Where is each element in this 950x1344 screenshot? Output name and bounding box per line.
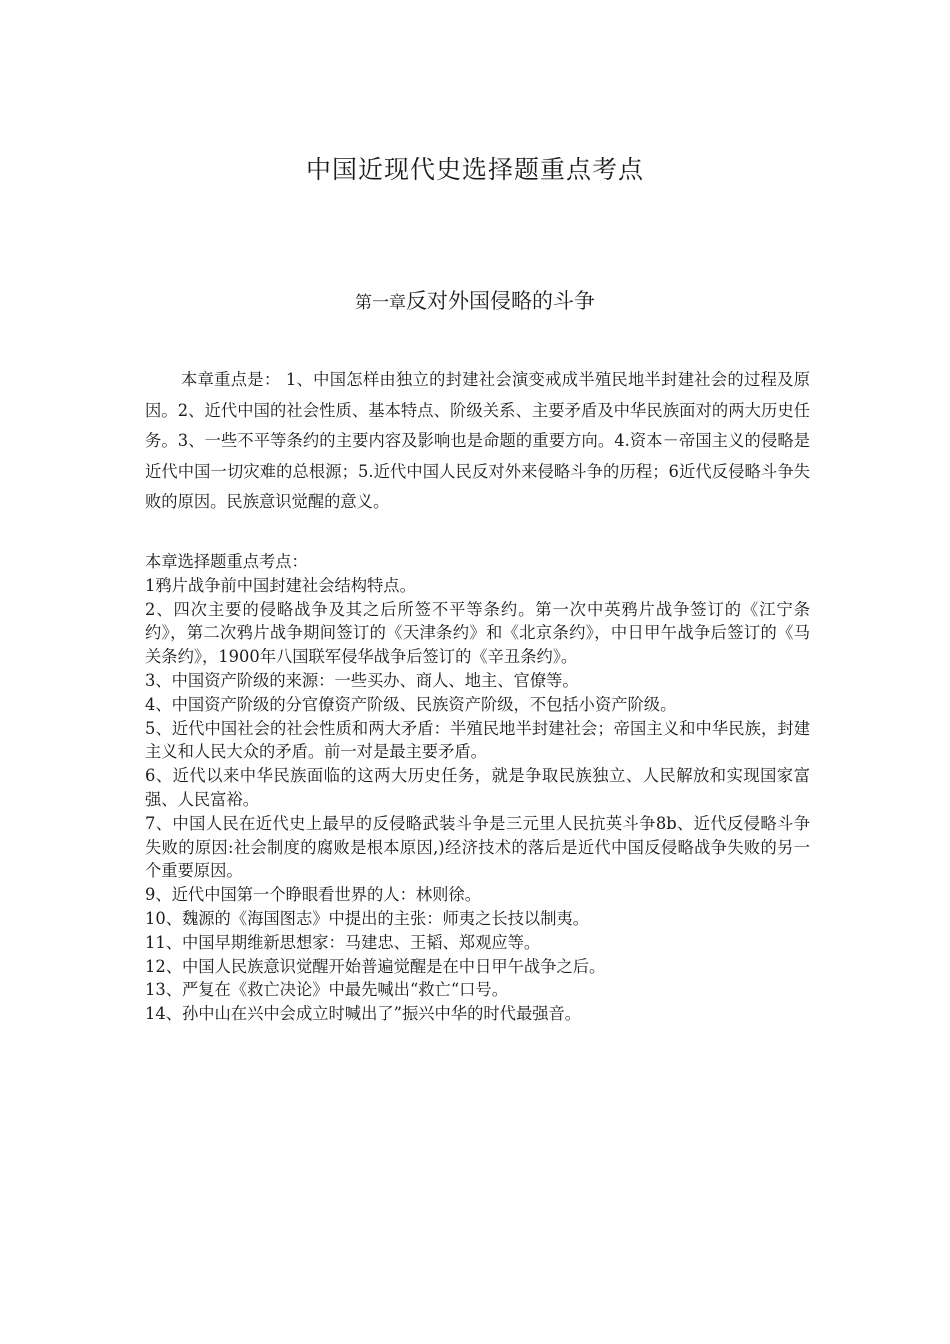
keypoint-item: 2、四次主要的侵略战争及其之后所签不平等条约。第一次中英鸦片战争签订的《江宁条约》，第二次鸦片战争期间签订的《天津条约》和《北京条约》，中日甲午战争后签订的《马关条约》，1900年八国联军侵华战争后签订的《辛丑条约》。 xyxy=(145,599,810,667)
keypoint-item: 10、魏源的《海国图志》中提出的主张：师夷之长技以制夷。 xyxy=(145,908,590,928)
keypoint-item: 5、近代中国社会的社会性质和两大矛盾：半殖民地半封建社会；帝国主义和中华民族，封建主义和人民大众的矛盾。前一对是最主要矛盾。 xyxy=(145,718,810,762)
keypoints-heading: 本章选择题重点考点： xyxy=(145,552,308,571)
keypoint-item: 7、中国人民在近代史上最早的反侵略武装斗争是三元里人民抗英斗争8b、近代反侵略斗争失败的原因:社会制度的腐败是根本原因,)经济技术的落后是近代中国反侵略战争失败的另一个重要原因。 xyxy=(145,813,810,881)
keypoint-item: 11、中国早期维新思想家：马建忠、王韬、郑观应等。 xyxy=(145,932,541,952)
keypoint-item: 13、严复在《救亡决论》中最先喊出“救亡“口号。 xyxy=(145,980,508,1000)
chapter-summary: 本章重点是： 1、中国怎样由独立的封建社会演变戒成半殖民地半封建社会的过程及原因。2、近代中国的社会性质、基本特点、阶级关系、主要矛盾及中华民族面对的两大历史任务。3、一些不平等条约的主要内容及影响也是命题的重要方向。4.资本－帝国主义的侵略是近代中国一切灾难的总根源；5.近代中国人民反对外来侵略斗争的历程；6近代反侵略斗争失败的原因。民族意识觉醒的意义。 xyxy=(145,370,810,511)
keypoint-item: 3、中国资产阶级的来源：一些买办、商人、地主、官僚等。 xyxy=(145,670,579,690)
keypoint-item: 1鸦片战争前中国封建社会结构特点。 xyxy=(145,575,416,595)
document-title: 中国近现代史选择题重点考点 xyxy=(305,155,644,184)
keypoint-item: 12、中国人民族意识觉醒开始普遍觉醒是在中日甲午战争之后。 xyxy=(145,956,606,976)
chapter-title: 反对外国侵略的斗争 xyxy=(406,289,595,313)
chapter-number: 第一章 xyxy=(355,293,406,313)
keypoint-item: 9、近代中国第一个睁眼看世界的人：林则徐。 xyxy=(145,885,481,905)
keypoint-item: 6、近代以来中华民族面临的这两大历史任务，就是争取民族独立、人民解放和实现国家富强、人民富裕。 xyxy=(145,766,810,809)
keypoint-item: 4、中国资产阶级的分官僚资产阶级、民族资产阶级，不包括小资产阶级。 xyxy=(145,694,677,714)
chapter-heading xyxy=(0,285,950,315)
keypoints-section xyxy=(145,550,810,1026)
keypoint-item: 14、孙中山在兴中会成立时喊出了”振兴中华的时代最强音。 xyxy=(145,1004,582,1024)
